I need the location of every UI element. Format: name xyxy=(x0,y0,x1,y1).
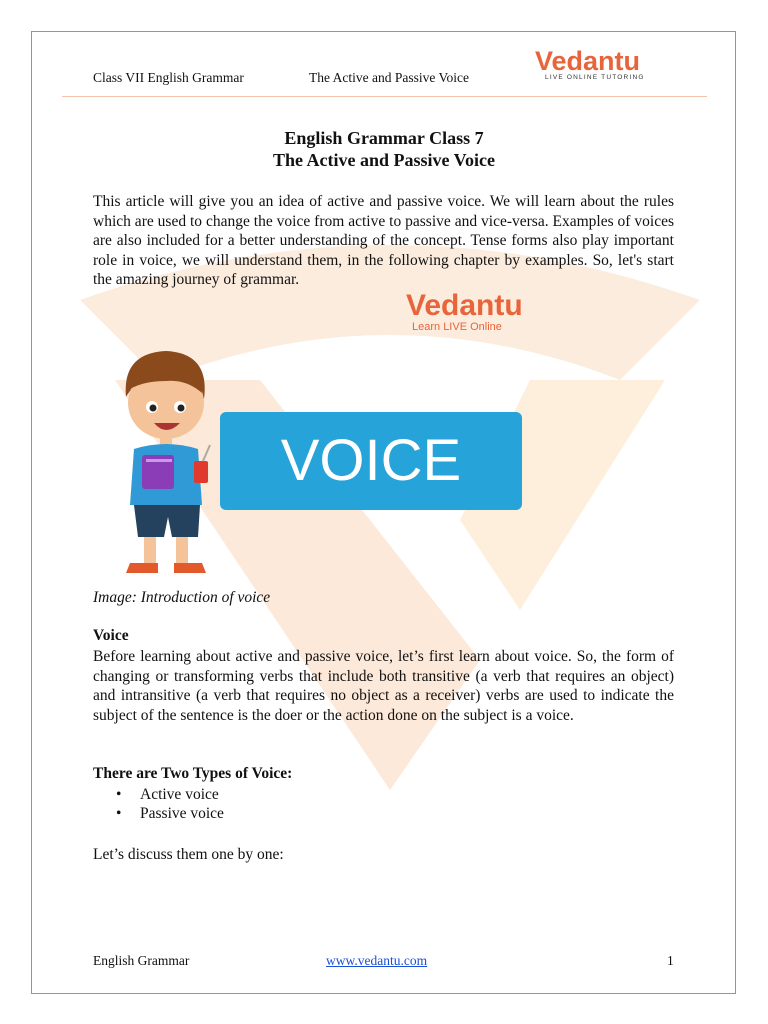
voice-banner: VOICE xyxy=(220,412,522,510)
footer-website-link[interactable]: www.vedantu.com xyxy=(326,953,428,968)
voice-definition-paragraph: Before learning about active and passive voice, let’s first learn about voice. So, the form of changing or transforming verbs that include both transitive (a verb that requires an object) and intransitive (a verb that requires no object as a receiver) verbs are used to indicate the subject of the sentence is the doer or the action done on the subject is a voice. xyxy=(93,648,674,724)
logo-brand-text: Vedantu xyxy=(406,289,523,322)
logo-tagline: Learn LIVE Online xyxy=(412,321,502,333)
page-subtitle: The Active and Passive Voice xyxy=(272,150,495,170)
bullet-icon: • xyxy=(116,805,122,822)
footer-subject: English Grammar xyxy=(93,953,190,968)
list-item-label: Active voice xyxy=(140,786,219,803)
voice-types-list xyxy=(112,785,224,823)
list-item xyxy=(112,804,224,823)
page-title: English Grammar Class 7 xyxy=(284,128,484,148)
header-doc-title: Class VII English Grammar xyxy=(93,70,244,85)
bullet-icon: • xyxy=(116,786,122,803)
list-item xyxy=(112,785,224,804)
header-divider xyxy=(62,96,707,97)
vedantu-logo-center xyxy=(406,291,536,341)
student-illustration xyxy=(108,345,228,580)
page-number: 1 xyxy=(667,953,674,968)
logo-tagline: LIVE ONLINE TUTORING xyxy=(545,74,645,81)
section-heading-voice: Voice xyxy=(93,627,129,644)
intro-paragraph: This article will give you an idea of active and passive voice. We will learn about the rules which are used to change the voice from active to passive and vice-versa. Examples of voices are also included for a better understanding of the concept. Tense forms also play important role in voice, we will understand them, in the following chapter by examples. So, let's start the amazing journey of grammar. xyxy=(93,193,674,289)
logo-brand-text: Vedantu xyxy=(535,46,641,76)
section-heading-types: There are Two Types of Voice: xyxy=(93,765,293,782)
image-caption: Image: Introduction of voice xyxy=(93,589,271,606)
transition-sentence: Let’s discuss them one by one: xyxy=(93,846,284,863)
list-item-label: Passive voice xyxy=(140,805,224,822)
header-chapter-title: The Active and Passive Voice xyxy=(309,70,469,85)
vedantu-logo-header xyxy=(535,48,670,82)
